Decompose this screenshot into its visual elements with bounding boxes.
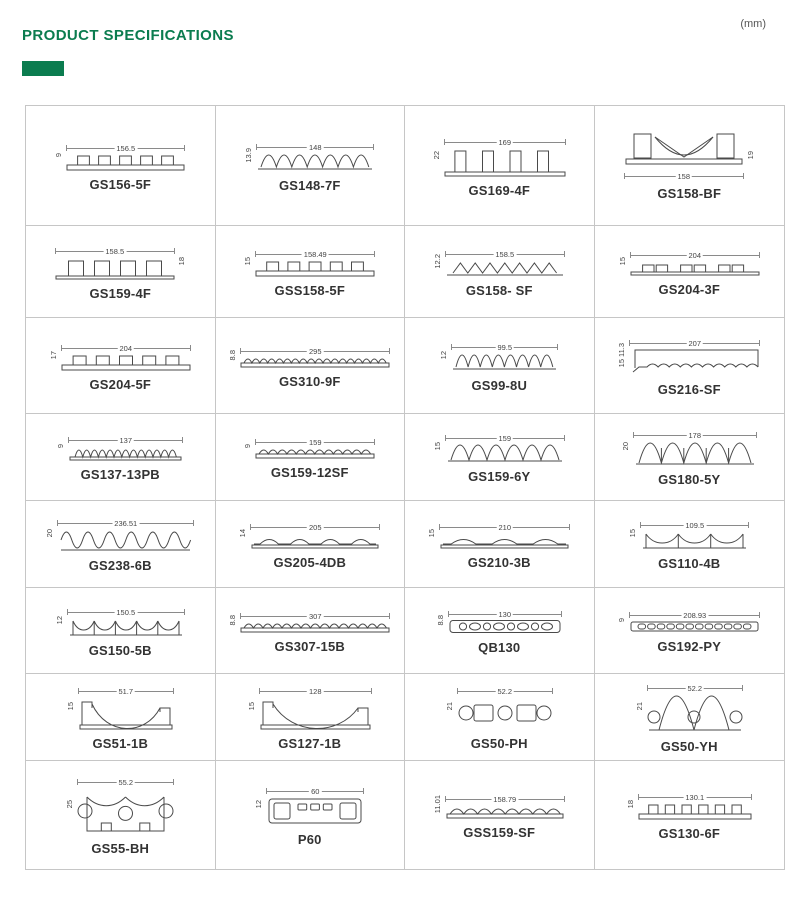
spec-cell: [405, 761, 595, 869]
spec-cell: [26, 226, 216, 318]
spec-cell: [405, 226, 595, 318]
drawing-area: [55, 140, 185, 171]
product-name: GS159-4F: [89, 285, 152, 301]
product-name: GS50-PH: [470, 736, 528, 751]
drawing-area: [67, 683, 174, 730]
product-name: GS180-5Y: [658, 472, 721, 487]
width-dim: [55, 243, 175, 255]
profile-drawing: [638, 802, 752, 820]
drawing-column: [445, 791, 565, 819]
profile-drawing: [240, 621, 390, 633]
height-dim: [434, 795, 442, 813]
width-dim-label: 128: [308, 687, 322, 696]
product-name: GSS158-5F: [274, 282, 345, 298]
drawing-area: [618, 607, 760, 633]
height-dim-label: 22: [431, 150, 441, 160]
height-dim: [178, 257, 186, 265]
drawing-area: [244, 246, 375, 277]
profile-drawing: [250, 532, 380, 549]
width-dim-label: 55.2: [118, 778, 134, 787]
height-dim-label: 15: [427, 529, 437, 538]
drawing-area: [446, 683, 553, 730]
height-dim: [619, 257, 627, 265]
drawing-area: [624, 131, 755, 180]
product-name: GS127-1B: [278, 736, 342, 751]
product-name: GSS159-SF: [463, 824, 536, 840]
height-dim-label: 9: [56, 444, 66, 449]
height-dim: [618, 618, 626, 622]
drawing-area: [627, 789, 752, 820]
drawing-area: [239, 519, 380, 549]
height-dim-label: 15: [243, 256, 253, 266]
profile-drawing: [629, 348, 760, 376]
height-dim-label: 21: [634, 702, 644, 711]
drawing-area: [56, 604, 185, 637]
product-name: GS192-PY: [657, 639, 722, 654]
spec-cell: [216, 761, 406, 869]
product-name: GS156-5F: [89, 176, 152, 192]
drawing-area: [46, 515, 194, 552]
profile-drawing: [255, 259, 375, 277]
width-dim: [448, 606, 562, 618]
height-dim-label: 8.8: [228, 614, 238, 626]
width-dim: [633, 427, 757, 439]
drawing-area: [618, 335, 760, 376]
drawing-column: [640, 517, 749, 550]
drawing-column: [240, 608, 390, 633]
spec-cell: [216, 106, 406, 226]
drawing-area: [55, 243, 186, 280]
unit-note: (mm): [740, 18, 766, 30]
width-dim-label: 295: [308, 346, 322, 356]
width-dim: [647, 680, 743, 692]
drawing-area: [434, 430, 565, 463]
height-dim-label: 20: [620, 442, 630, 451]
product-name: GS204-3F: [658, 281, 721, 297]
drawing-area: [636, 680, 743, 733]
drawing-area: [433, 134, 566, 177]
width-dim: [630, 247, 760, 259]
height-dim: [67, 702, 75, 710]
drawing-column: [250, 519, 380, 549]
height-dim-label: 11.3: [617, 342, 627, 357]
spec-cell: [216, 414, 406, 501]
drawing-column: [67, 604, 185, 637]
product-name: GS158-BF: [657, 185, 722, 201]
drawing-column: [633, 427, 757, 466]
profile-drawing: [255, 447, 375, 459]
drawing-column: [61, 340, 191, 371]
product-name: GS307-15B: [274, 638, 345, 654]
height-dim-label: 12: [254, 800, 264, 809]
width-dim-label: 158.5: [495, 249, 515, 259]
drawing-area: [619, 247, 760, 276]
width-dim-label: 99.5: [497, 342, 513, 352]
height-dim: [446, 702, 454, 710]
width-dim: [61, 340, 191, 352]
drawing-area: [229, 343, 390, 368]
width-dim-label: 148: [308, 142, 322, 152]
drawing-column: [55, 243, 175, 280]
spec-cell: [405, 674, 595, 761]
product-name: QB130: [478, 640, 521, 655]
width-dim-label: 158.79: [493, 794, 517, 804]
height-dim-label: 11.01: [432, 795, 442, 814]
width-dim: [66, 140, 185, 152]
profile-drawing: [68, 445, 183, 461]
spec-cell: [216, 501, 406, 588]
spec-cell: [595, 674, 785, 761]
height-dim-label: 25: [65, 800, 75, 809]
height-dim-label: 17: [48, 350, 58, 360]
width-dim-label: 207: [688, 338, 702, 348]
spec-cell: [595, 106, 785, 226]
width-dim-label: 307: [308, 611, 322, 621]
height-dim: [56, 616, 64, 624]
profile-drawing: [629, 620, 760, 633]
width-dim-label: 159: [498, 434, 512, 443]
drawing-column: [255, 434, 375, 459]
height-dim: [244, 444, 252, 448]
height-dim: [440, 351, 448, 359]
height-dim: [433, 151, 441, 159]
width-dim-label: 150.5: [116, 607, 136, 617]
drawing-area: [245, 139, 374, 172]
width-dim-label: 52.2: [687, 684, 703, 693]
spec-cell: [405, 106, 595, 226]
height-dim: [636, 702, 644, 710]
drawing-area: [437, 606, 562, 634]
product-name: GS238-6B: [88, 558, 152, 573]
height-dim-label: 15: [617, 256, 627, 266]
height-dim: [66, 800, 74, 808]
spec-cell: [405, 501, 595, 588]
height-dim: [248, 702, 256, 710]
accent-swatch: [22, 61, 64, 76]
product-name: GS169-4F: [468, 182, 531, 198]
height-dim-label: 18: [625, 800, 635, 809]
height-dim: [46, 529, 54, 537]
profile-drawing: [647, 693, 743, 733]
drawing-column: [448, 606, 562, 634]
height-dim: [229, 615, 237, 625]
width-dim-label: 236.51: [114, 519, 138, 528]
spec-cell: [405, 414, 595, 501]
product-name: GS51-1B: [92, 736, 149, 751]
product-name: GS110-4B: [658, 556, 721, 571]
height-dim: [428, 529, 436, 537]
drawing-column: [445, 246, 565, 277]
width-dim: [445, 246, 565, 258]
width-dim-label: 130: [498, 610, 512, 619]
height-dim-label: 21: [444, 702, 454, 711]
width-dim: [240, 343, 390, 355]
spec-cell: [595, 761, 785, 869]
drawing-area: [434, 246, 565, 277]
drawing-area: [629, 517, 749, 550]
width-dim: [457, 683, 553, 695]
profile-drawing: [240, 356, 390, 368]
drawing-column: [255, 246, 375, 277]
profile-drawing: [633, 440, 757, 466]
height-dim: [434, 442, 442, 450]
height-dim: [255, 800, 263, 808]
height-dim: [244, 257, 252, 265]
product-name: GS158- SF: [465, 282, 533, 298]
width-dim: [445, 791, 565, 803]
product-name: GS99-8U: [471, 377, 528, 393]
drawing-column: [77, 774, 174, 835]
drawing-column: [439, 519, 570, 549]
drawing-column: [266, 783, 364, 826]
profile-drawing: [445, 804, 565, 819]
drawing-column: [629, 607, 760, 633]
width-dim-label: 52.2: [497, 687, 513, 696]
width-dim: [240, 608, 390, 620]
profile-drawing: [451, 352, 558, 372]
height-dim-label: 15: [628, 529, 638, 538]
profile-drawing: [66, 153, 185, 171]
product-name: GS205-4DB: [273, 554, 347, 570]
profile-drawing: [57, 528, 194, 552]
height-dim: [245, 148, 253, 163]
height-dim-label: 9: [54, 152, 64, 158]
profile-drawing: [259, 696, 372, 730]
profile-drawing: [67, 617, 185, 637]
width-dim-label: 51.7: [118, 687, 134, 696]
spec-cell: [216, 318, 406, 414]
width-dim-label: 158.5: [105, 246, 125, 256]
spec-cell: [26, 674, 216, 761]
height-dim-label: 15: [65, 702, 75, 711]
width-dim: [78, 683, 174, 695]
drawing-column: [638, 789, 752, 820]
drawing-column: [78, 683, 174, 730]
width-dim-label: 208.93: [683, 611, 707, 620]
profile-drawing: [624, 131, 744, 165]
height-dim: [55, 153, 63, 157]
drawing-area: [428, 519, 570, 549]
spec-grid: [25, 105, 785, 870]
product-name: GS210-3B: [467, 554, 531, 570]
product-name: GS148-7F: [278, 177, 341, 193]
width-dim-label: 109.5: [685, 521, 705, 530]
height-dim: [437, 615, 445, 625]
width-dim: [266, 783, 364, 795]
height-dim-label: 19: [745, 150, 755, 160]
height-dim: [627, 800, 635, 808]
profile-drawing: [78, 696, 174, 730]
profile-drawing: [448, 619, 562, 634]
width-dim-label: 130.1: [685, 793, 705, 802]
spec-cell: [216, 588, 406, 674]
drawing-area: [622, 427, 757, 466]
width-dim: [444, 134, 566, 146]
spec-cell: [26, 414, 216, 501]
height-dim-label: 8.8: [228, 349, 238, 361]
width-dim-label: 156.5: [116, 143, 136, 153]
width-dim: [638, 789, 752, 801]
width-dim-label: 178: [688, 431, 702, 440]
product-name: GS159-6Y: [468, 469, 531, 484]
width-dim: [629, 607, 760, 619]
height-dim: [57, 444, 65, 448]
width-dim-label: 158: [677, 171, 691, 181]
height-dim: [50, 351, 58, 359]
height-dim-label: 8.8: [435, 614, 445, 626]
width-dim-label: 159: [308, 438, 322, 447]
height-dim-label-2: 15: [617, 358, 627, 368]
spec-cell: [216, 674, 406, 761]
drawing-area: [248, 683, 372, 730]
width-dim-label: 60: [311, 787, 320, 796]
drawing-column: [630, 247, 760, 276]
width-dim: [445, 430, 565, 442]
spec-cell: [26, 588, 216, 674]
width-dim-label: 137: [119, 436, 133, 445]
width-dim-label: 205: [308, 522, 322, 532]
product-name: GS310-9F: [278, 373, 341, 389]
width-dim: [67, 604, 185, 616]
profile-drawing: [640, 530, 749, 550]
width-dim-label: 204: [688, 250, 702, 260]
height-dim-label: 9: [243, 444, 253, 449]
drawing-area: [440, 339, 558, 372]
drawing-column: [68, 432, 183, 461]
product-name: GS204-5F: [89, 376, 152, 392]
width-dim: [68, 432, 183, 444]
height-dim-label: 20: [45, 529, 55, 538]
width-dim: [439, 519, 570, 531]
height-dim: [434, 254, 442, 269]
spec-cell: [595, 588, 785, 674]
height-dim-label: 13.9: [244, 147, 254, 163]
spec-cell: [26, 318, 216, 414]
height-dim: [629, 529, 637, 537]
drawing-area: [255, 783, 364, 826]
height-dim-label: 12: [54, 615, 64, 625]
width-dim: [259, 683, 372, 695]
width-dim: [451, 339, 558, 351]
drawing-column: [647, 680, 743, 733]
drawing-area: [50, 340, 191, 371]
height-dim: [229, 350, 237, 360]
drawing-area: [229, 608, 390, 633]
profile-drawing: [630, 260, 760, 276]
profile-drawing: [61, 353, 191, 371]
width-dim: [629, 335, 760, 347]
profile-drawing: [457, 696, 553, 730]
width-dim-label: 204: [119, 343, 133, 353]
width-dim: [256, 139, 374, 151]
spec-cell: [405, 318, 595, 414]
drawing-column: [444, 134, 566, 177]
width-dim-label: 210: [498, 522, 512, 532]
page-title: PRODUCT SPECIFICATIONS: [22, 27, 234, 44]
drawing-column: [256, 139, 374, 172]
product-name: P60: [297, 832, 322, 847]
profile-drawing: [266, 796, 364, 826]
height-dim-label: 14: [238, 529, 248, 538]
height-dim: [622, 442, 630, 450]
width-dim: [57, 515, 194, 527]
profile-drawing: [445, 443, 565, 463]
product-name: GS50-YH: [660, 739, 718, 754]
drawing-column: [451, 339, 558, 372]
spec-cell: [216, 226, 406, 318]
height-dim-label: 9: [617, 617, 627, 623]
width-dim: [255, 246, 375, 258]
spec-cell: [595, 318, 785, 414]
drawing-column: [629, 335, 760, 376]
spec-cell: [26, 106, 216, 226]
spec-cell: [595, 501, 785, 588]
spec-cell: [405, 588, 595, 674]
profile-drawing: [444, 147, 566, 177]
height-dim-label: 12: [439, 350, 449, 360]
spec-cell: [595, 226, 785, 318]
product-name: GS150-5B: [88, 642, 152, 658]
width-dim: [624, 168, 744, 180]
product-name: GS159-12SF: [270, 465, 349, 480]
height-dim-label: 18: [176, 256, 186, 266]
width-dim: [255, 434, 375, 446]
width-dim: [250, 519, 380, 531]
drawing-area: [244, 434, 375, 459]
width-dim: [640, 517, 749, 529]
drawing-column: [624, 131, 744, 180]
drawing-column: [240, 343, 390, 368]
profile-drawing: [77, 787, 174, 835]
product-name: GS137-13PB: [80, 467, 160, 482]
profile-drawing: [55, 256, 175, 280]
height-dim: [747, 151, 755, 159]
height-dim-label: 15: [432, 442, 442, 451]
height-dim: [239, 529, 247, 537]
spec-cell: [26, 761, 216, 869]
height-dim-label: 15: [246, 702, 256, 711]
width-dim-label: 169: [498, 137, 512, 147]
height-dim-label: 12.2: [432, 253, 442, 269]
spec-cell: [595, 414, 785, 501]
product-name: GS130-6F: [658, 826, 721, 841]
drawing-column: [57, 515, 194, 552]
profile-drawing: [445, 259, 565, 277]
drawing-column: [259, 683, 372, 730]
drawing-area: [57, 432, 183, 461]
width-dim-label: 158.49: [303, 249, 327, 259]
drawing-area: [434, 791, 565, 819]
drawing-area: [66, 774, 174, 835]
spec-cell: [26, 501, 216, 588]
width-dim: [77, 774, 174, 786]
product-name: GS216-SF: [657, 381, 721, 397]
drawing-column: [66, 140, 185, 171]
drawing-column: [445, 430, 565, 463]
profile-drawing: [439, 532, 570, 549]
height-dim: [618, 343, 626, 367]
product-name: GS55-BH: [91, 841, 150, 856]
profile-drawing: [256, 152, 374, 172]
drawing-column: [457, 683, 553, 730]
